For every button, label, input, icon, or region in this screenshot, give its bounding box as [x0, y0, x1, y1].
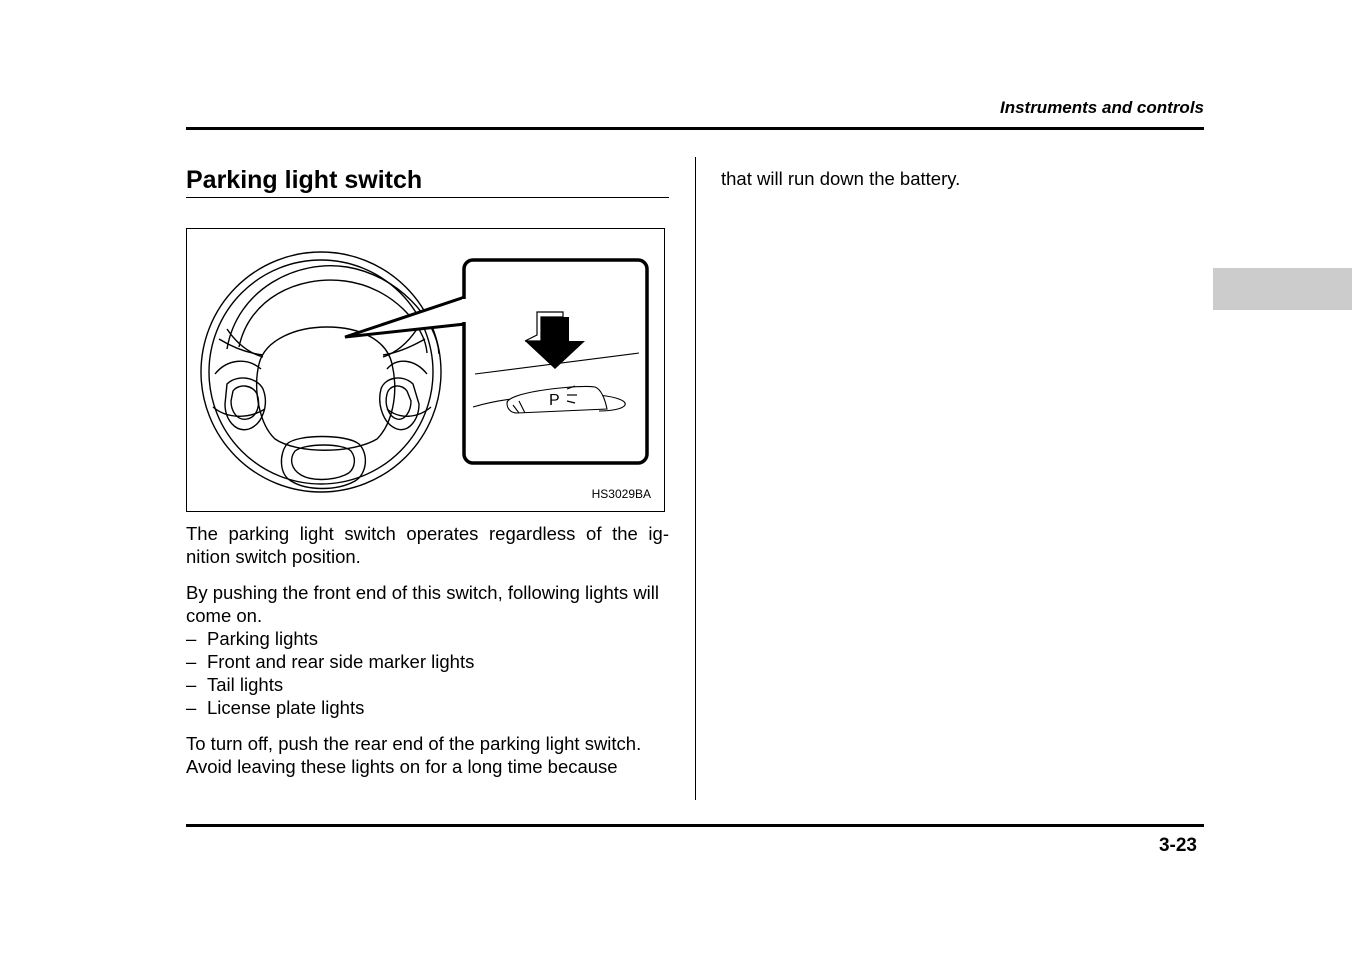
header-rule — [186, 127, 1204, 130]
lights-list — [186, 627, 669, 719]
list-item — [186, 627, 669, 650]
paragraph-continuation: that will run down the battery. — [721, 168, 961, 189]
paragraph-warning: Avoid leaving these lights on for a long time because — [186, 756, 618, 777]
section-title: Parking light switch — [186, 164, 669, 198]
steering-wheel-illustration — [187, 229, 664, 511]
list-item-text: Front and rear side marker lights — [207, 651, 475, 672]
list-dash: – — [186, 697, 197, 718]
right-column — [721, 167, 1204, 190]
parking-light-switch-figure — [186, 228, 665, 512]
section-header: Instruments and controls — [999, 98, 1204, 117]
list-item — [186, 650, 669, 673]
list-item-text: Tail lights — [207, 674, 284, 695]
list-item — [186, 696, 669, 719]
chapter-tab-marker — [1213, 268, 1352, 310]
list-item-text: Parking lights — [207, 628, 319, 649]
footer-rule — [186, 824, 1204, 827]
column-divider — [695, 157, 696, 800]
left-column — [186, 164, 669, 778]
list-item-text: License plate lights — [207, 697, 365, 718]
list-item — [186, 673, 669, 696]
page-number: 3-23 — [1158, 835, 1197, 856]
list-dash: – — [186, 674, 197, 695]
paragraph-pushing: By pushing the front end of this switch, following lights will come on. — [186, 582, 660, 626]
switch-p-label: P — [549, 392, 560, 409]
list-dash: – — [186, 651, 197, 672]
paragraph-turn-off: To turn off, push the rear end of the parking light switch. — [186, 733, 642, 754]
figure-code: HS3029BA — [591, 487, 651, 501]
list-dash: – — [186, 628, 197, 649]
paragraph-operation: The parking light switch operates regardless of the ig-nition switch position. — [186, 523, 669, 567]
